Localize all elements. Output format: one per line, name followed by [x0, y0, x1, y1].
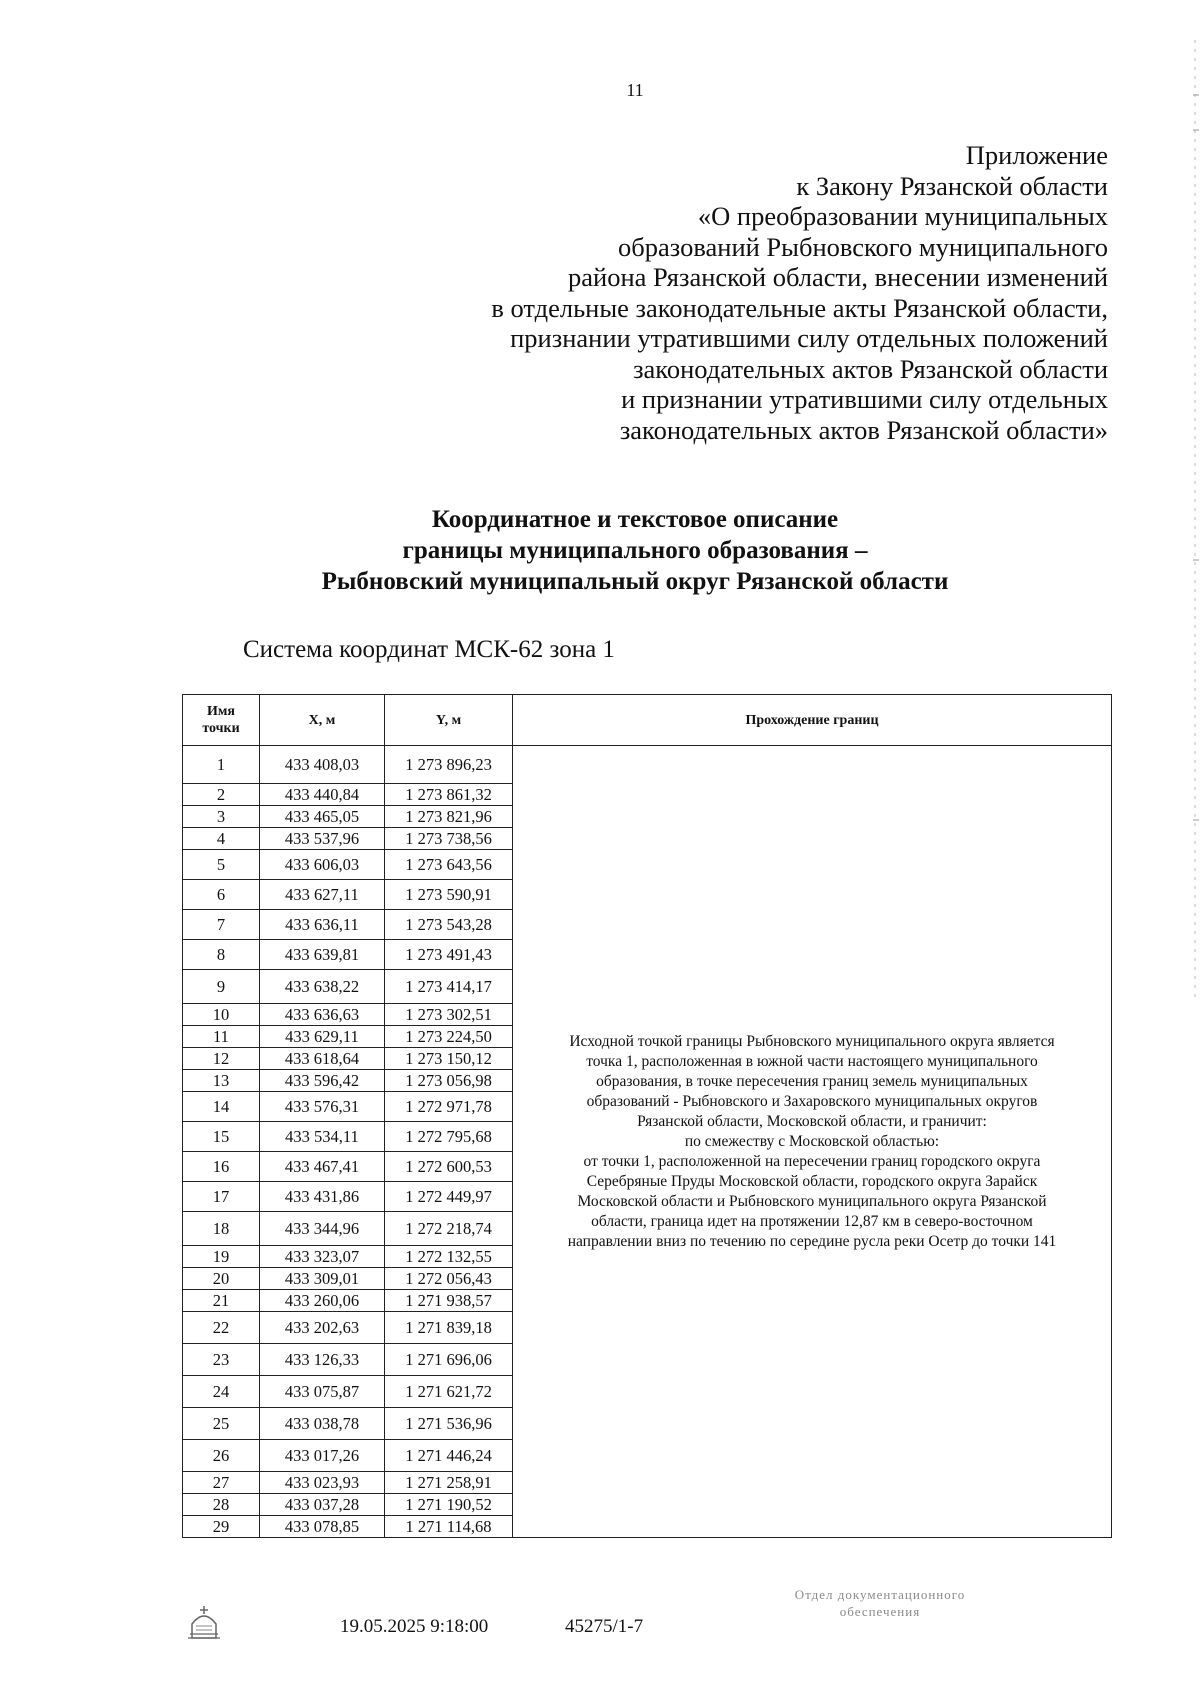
point-cell: 3: [183, 806, 260, 828]
point-cell: 16: [183, 1152, 260, 1182]
department-stamp: [740, 1586, 1020, 1620]
point-cell: 19: [183, 1246, 260, 1268]
x-cell: 433 408,03: [260, 746, 385, 784]
point-cell: 21: [183, 1290, 260, 1312]
point-cell: 29: [183, 1516, 260, 1538]
y-cell: 1 271 258,91: [385, 1472, 513, 1494]
y-cell: 1 271 446,24: [385, 1440, 513, 1472]
point-cell: 20: [183, 1268, 260, 1290]
y-cell: 1 272 056,43: [385, 1268, 513, 1290]
appendix-line: к Закону Рязанской области: [796, 170, 1108, 201]
description-line: образования, в точке пересечения границ земель муниципальных: [596, 1072, 1028, 1090]
stamp-line: обеспечения: [839, 1604, 921, 1619]
x-cell: 433 534,11: [260, 1122, 385, 1152]
x-cell: 433 202,63: [260, 1312, 385, 1344]
x-cell: 433 537,96: [260, 828, 385, 850]
y-cell: 1 273 896,23: [385, 746, 513, 784]
header-x: X, м: [260, 695, 385, 746]
point-cell: 24: [183, 1376, 260, 1408]
header-y: Y, м: [385, 695, 513, 746]
y-cell: 1 272 971,78: [385, 1092, 513, 1122]
appendix-line: в отдельные законодательные акты Рязанской области,: [491, 292, 1108, 323]
x-cell: 433 075,87: [260, 1376, 385, 1408]
x-cell: 433 260,06: [260, 1290, 385, 1312]
boundary-description: [513, 746, 1112, 1538]
x-cell: 433 037,28: [260, 1494, 385, 1516]
point-cell: 22: [183, 1312, 260, 1344]
point-cell: 18: [183, 1212, 260, 1246]
x-cell: 433 023,93: [260, 1472, 385, 1494]
document-title: [0, 504, 1200, 597]
y-cell: 1 273 414,17: [385, 970, 513, 1004]
seal-icon: [184, 1600, 224, 1642]
description-line: точка 1, расположенная в южной части настоящего муниципального: [586, 1052, 1038, 1070]
point-cell: 25: [183, 1408, 260, 1440]
y-cell: 1 271 621,72: [385, 1376, 513, 1408]
description-line: образований - Рыбновского и Захаровского муниципальных округов: [586, 1092, 1038, 1110]
point-cell: 11: [183, 1026, 260, 1048]
x-cell: 433 323,07: [260, 1246, 385, 1268]
y-cell: 1 271 114,68: [385, 1516, 513, 1538]
description-line: области, граница идет на протяжении 12,87 км в северо-восточном: [591, 1212, 1033, 1230]
page-number: 11: [626, 80, 644, 100]
x-cell: 433 576,31: [260, 1092, 385, 1122]
x-cell: 433 440,84: [260, 784, 385, 806]
x-cell: 433 596,42: [260, 1070, 385, 1092]
appendix-line: законодательных актов Рязанской области: [633, 353, 1108, 384]
description-line: от точки 1, расположенной на пересечении границ городского округа: [583, 1152, 1041, 1170]
point-cell: 28: [183, 1494, 260, 1516]
description-line: Серебряные Пруды Московской области, городского округа Зарайск: [586, 1172, 1038, 1190]
point-cell: 2: [183, 784, 260, 806]
appendix-line: «О преобразовании муниципальных: [697, 201, 1108, 231]
description-line: направлении вниз по течению по середине русла реки Осетр до точки 141: [567, 1232, 1057, 1250]
y-cell: 1 273 302,51: [385, 1004, 513, 1026]
x-cell: 433 038,78: [260, 1408, 385, 1440]
x-cell: 433 078,85: [260, 1516, 385, 1538]
title-line: Координатное и текстовое описание: [431, 506, 839, 533]
x-cell: 433 126,33: [260, 1344, 385, 1376]
point-cell: 10: [183, 1004, 260, 1026]
y-cell: 1 273 056,98: [385, 1070, 513, 1092]
y-cell: 1 272 600,53: [385, 1152, 513, 1182]
appendix-line: признании утратившими силу отдельных положений: [510, 323, 1108, 353]
appendix-header: [408, 140, 1108, 445]
x-cell: 433 606,03: [260, 850, 385, 880]
x-cell: 433 636,11: [260, 910, 385, 940]
y-cell: 1 273 543,28: [385, 910, 513, 940]
header-description: Прохождение границ: [513, 695, 1112, 746]
point-cell: 15: [183, 1122, 260, 1152]
y-cell: 1 271 938,57: [385, 1290, 513, 1312]
title-line: границы муниципального образования –: [402, 537, 868, 564]
x-cell: 433 431,86: [260, 1182, 385, 1212]
x-cell: 433 017,26: [260, 1440, 385, 1472]
header-point-name: Имя точки: [183, 695, 260, 746]
point-cell: 5: [183, 850, 260, 880]
footer-document-number: 45275/1-7: [565, 1616, 644, 1637]
x-cell: 433 618,64: [260, 1048, 385, 1070]
point-cell: 26: [183, 1440, 260, 1472]
y-cell: 1 271 696,06: [385, 1344, 513, 1376]
x-cell: 433 465,05: [260, 806, 385, 828]
x-cell: 433 309,01: [260, 1268, 385, 1290]
stamp-line: Отдел документационного: [794, 1587, 966, 1602]
y-cell: 1 272 218,74: [385, 1212, 513, 1246]
appendix-line: образований Рыбновского муниципального: [618, 231, 1108, 262]
title-line: Рыбновский муниципальный округ Рязанской области: [321, 568, 949, 595]
appendix-line: Приложение: [965, 140, 1108, 170]
y-cell: 1 271 536,96: [385, 1408, 513, 1440]
y-cell: 1 273 590,91: [385, 880, 513, 910]
description-line: Московской области и Рыбновского муниципального округа Рязанской: [577, 1192, 1047, 1210]
x-cell: 433 344,96: [260, 1212, 385, 1246]
y-cell: 1 273 738,56: [385, 828, 513, 850]
y-cell: 1 272 449,97: [385, 1182, 513, 1212]
y-cell: 1 272 132,55: [385, 1246, 513, 1268]
point-cell: 13: [183, 1070, 260, 1092]
y-cell: 1 273 643,56: [385, 850, 513, 880]
point-cell: 7: [183, 910, 260, 940]
y-cell: 1 273 821,96: [385, 806, 513, 828]
coordinates-table: [182, 694, 1112, 1538]
point-cell: 14: [183, 1092, 260, 1122]
x-cell: 433 638,22: [260, 970, 385, 1004]
point-cell: 17: [183, 1182, 260, 1212]
point-cell: 12: [183, 1048, 260, 1070]
description-line: Рязанской области, Московской области, и граничит:: [637, 1112, 987, 1130]
coordinate-system-label: Система координат МСК-62 зона 1: [243, 636, 615, 663]
y-cell: 1 273 150,12: [385, 1048, 513, 1070]
footer: [0, 1587, 1200, 1648]
y-cell: 1 273 861,32: [385, 784, 513, 806]
y-cell: 1 273 224,50: [385, 1026, 513, 1048]
point-cell: 6: [183, 880, 260, 910]
point-cell: 1: [183, 746, 260, 784]
description-line: Исходной точкой границы Рыбновского муниципального округа является: [569, 1032, 1055, 1050]
coordinates-body: [183, 746, 1112, 1538]
appendix-line: района Рязанской области, внесении изменений: [568, 262, 1108, 292]
x-cell: 433 639,81: [260, 940, 385, 970]
x-cell: 433 629,11: [260, 1026, 385, 1048]
description-line: по смежеству с Московской областью:: [684, 1132, 940, 1150]
point-cell: 23: [183, 1344, 260, 1376]
appendix-line: и признании утратившими силу отдельных: [621, 384, 1108, 414]
appendix-line: законодательных актов Рязанской области»: [619, 414, 1108, 445]
y-cell: 1 273 491,43: [385, 940, 513, 970]
x-cell: 433 467,41: [260, 1152, 385, 1182]
point-cell: 27: [183, 1472, 260, 1494]
scan-edge-marks: [1190, 0, 1200, 1695]
y-cell: 1 271 839,18: [385, 1312, 513, 1344]
table-header-row: [183, 695, 1112, 746]
y-cell: 1 271 190,52: [385, 1494, 513, 1516]
point-cell: 8: [183, 940, 260, 970]
x-cell: 433 627,11: [260, 880, 385, 910]
footer-timestamp: 19.05.2025 9:18:00: [340, 1616, 489, 1637]
x-cell: 433 636,63: [260, 1004, 385, 1026]
y-cell: 1 272 795,68: [385, 1122, 513, 1152]
point-cell: 9: [183, 970, 260, 1004]
point-cell: 4: [183, 828, 260, 850]
table-row: [183, 746, 1112, 784]
